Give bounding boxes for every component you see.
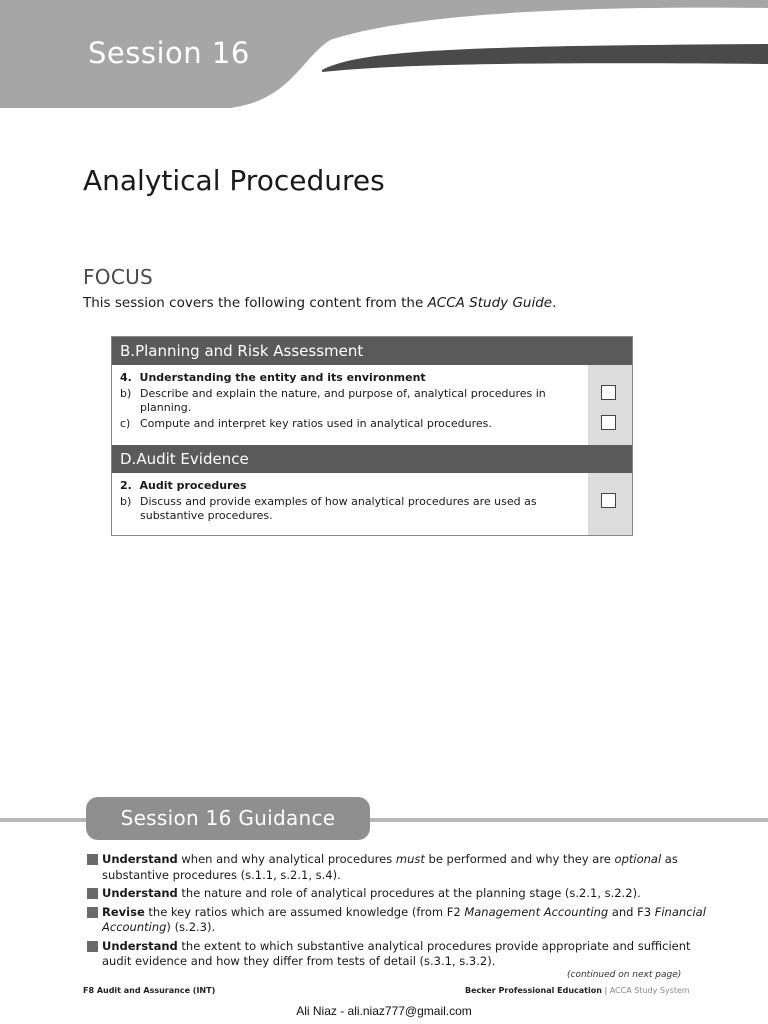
- footer-course: F8 Audit and Assurance (INT): [83, 986, 216, 995]
- section-header-d: D.Audit Evidence: [112, 445, 632, 473]
- guide-item: b) Describe and explain the nature, and purpose of, analytical procedures in planning.: [120, 387, 546, 414]
- guidance-item: Understand when and why analytical procedures must be performed and why they are optional as substantive procedures (s.1.1, s.2.1, s.4).: [87, 852, 707, 883]
- topic-heading: 2. Audit procedures: [120, 479, 247, 492]
- progress-checkbox[interactable]: [601, 385, 616, 400]
- guidance-item: Understand the extent to which substantive analytical procedures provide appropriate and sufficient audit evidence and how they differ from tests of detail (s.3.1, s.3.2).: [87, 939, 707, 970]
- watermark-email: Ali Niaz - ali.niaz777@gmail.com: [296, 1004, 472, 1018]
- guidance-title: Session 16 Guidance: [86, 797, 370, 840]
- footer-publisher: Becker Professional Education | ACCA Study System: [465, 986, 690, 995]
- guide-item: c) Compute and interpret key ratios used in analytical procedures.: [120, 417, 492, 430]
- guidance-item: Revise the key ratios which are assumed knowledge (from F2 Management Accounting and F3 Financial Accounting) (s.2.3).: [87, 905, 707, 936]
- square-bullet-icon: [87, 941, 98, 952]
- square-bullet-icon: [87, 907, 98, 918]
- checkbox-column: [588, 365, 632, 445]
- focus-intro: This session covers the following content from the ACCA Study Guide.: [83, 295, 557, 311]
- square-bullet-icon: [87, 888, 98, 899]
- progress-checkbox[interactable]: [601, 415, 616, 430]
- continued-note: (continued on next page): [567, 970, 682, 980]
- topic-heading: 4. Understanding the entity and its environment: [120, 371, 426, 384]
- progress-checkbox[interactable]: [601, 493, 616, 508]
- checkbox-column: [588, 473, 632, 535]
- guidance-item: Understand the nature and role of analytical procedures at the planning stage (s.2.1, s.2.2).: [87, 886, 707, 902]
- session-header: [0, 0, 768, 110]
- section-body-b: [112, 365, 632, 445]
- section-body-d: [112, 473, 632, 535]
- page-title: Analytical Procedures: [83, 164, 385, 197]
- guidance-list: [87, 852, 707, 973]
- focus-heading: FOCUS: [83, 265, 154, 289]
- study-guide-table: [111, 336, 633, 536]
- square-bullet-icon: [87, 854, 98, 865]
- guide-item: b) Discuss and provide examples of how analytical procedures are used as substantive procedures.: [120, 495, 537, 522]
- section-header-b: B.Planning and Risk Assessment: [112, 337, 632, 365]
- session-title: Session 16: [88, 36, 250, 70]
